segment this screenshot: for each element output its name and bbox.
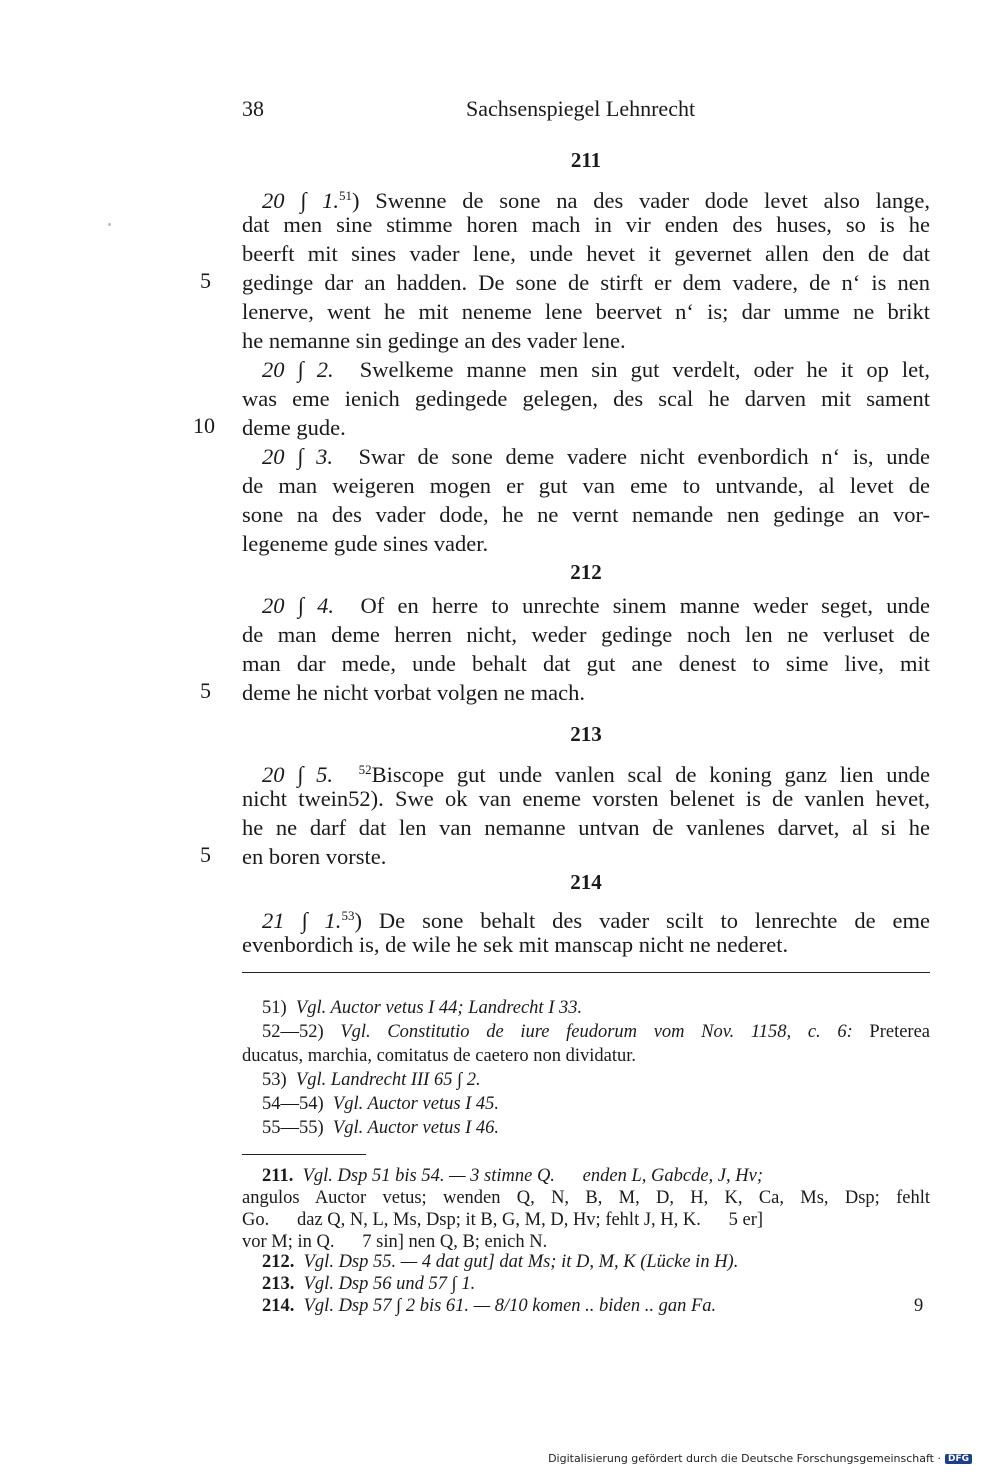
- text-line: was eme ienich gedingede gelegen, des scal he darven mit sament: [242, 386, 930, 411]
- footnote-divider: [242, 972, 930, 973]
- apparatus-211-line2: angulos Auctor vetus; wenden Q, N, B, M, D, H, K, Ca, Ms, Dsp; fehlt: [242, 1188, 930, 1208]
- digitization-credit: Digitalisierung gefördert durch die Deutsche Forschungsgemeinschaft · DFG: [548, 1452, 972, 1465]
- text-line: nicht twein52). Swe ok van eneme vorsten belenet is de vanlen hevet,: [242, 786, 930, 811]
- text-line: deme he nicht vorbat volgen ne mach.: [242, 680, 586, 705]
- footnote-51: 51) Vgl. Auctor vetus I 44; Landrecht I 33.: [262, 998, 583, 1018]
- footnote-marker: 51: [339, 188, 353, 203]
- apparatus-211: 211. Vgl. Dsp 51 bis 54. — 3 stimne Q. enden L, Gabcde, J, Hv;: [262, 1166, 763, 1186]
- text-line: deme gude.: [242, 415, 346, 440]
- text-line: 20 ∫ 3. Swar de sone deme vadere nicht evenbordich n‘ is, unde: [262, 444, 930, 469]
- apparatus-212: 212. Vgl. Dsp 55. — 4 dat gut] dat Ms; it D, M, K (Lücke in H).: [262, 1252, 739, 1272]
- text-line: beerft mit sines vader lene, unde hevet it gevernet allen den de dat: [242, 241, 930, 266]
- text-line: gedinge dar an hadden. De sone de stirft er dem vadere, de n‘ is nen: [242, 270, 930, 295]
- text-line: evenbordich is, de wile he sek mit manscap nicht ne nederet.: [242, 932, 789, 957]
- apparatus-divider: [242, 1154, 366, 1155]
- text-line: 21 ∫ 1.53) De sone behalt des vader scilt to lenrechte de eme: [262, 908, 930, 933]
- section-number-212: 212: [570, 560, 602, 584]
- running-title: Sachsenspiegel Lehnrecht: [466, 96, 696, 121]
- text-line: de man weigeren mogen er gut van eme to untvande, al levet de: [242, 473, 930, 498]
- text-line: de man deme herren nicht, weder gedinge noch len ne verluset de: [242, 622, 930, 647]
- footnote-55: 55—55) Vgl. Auctor vetus I 46.: [262, 1118, 500, 1138]
- article-ref: 20 ∫ 5.: [262, 762, 334, 787]
- footnote-52-continued: ducatus, marchia, comitatus de caetero non dividatur.: [242, 1046, 637, 1066]
- apparatus-211-line4: vor M; in Q. 7 sin] nen Q, B; enich N.: [242, 1232, 548, 1252]
- line-number: 5: [200, 268, 211, 293]
- article-ref: 21 ∫ 1.: [262, 908, 342, 933]
- text-line: 20 ∫ 4. Of en herre to unrechte sinem manne weder seget, unde: [262, 593, 931, 618]
- text-line: sone na des vader dode, he ne vernt nemande nen gedinge an vor-: [242, 502, 930, 527]
- apparatus-214: 214. Vgl. Dsp 57 ∫ 2 bis 61. — 8/10 komen .. biden .. gan Fa.: [262, 1296, 717, 1316]
- line-number: 10: [193, 413, 215, 438]
- article-ref: 20 ∫ 2.: [262, 357, 334, 382]
- section-number-213: 213: [570, 722, 602, 746]
- apparatus-214-line-ref: 9: [914, 1296, 924, 1316]
- text-line: lenerve, went he mit neneme lene beervet n‘ is; dar umme ne brikt: [242, 299, 930, 324]
- footnote-marker: 53: [341, 908, 355, 923]
- text-line: legeneme gude sines vader.: [242, 531, 489, 556]
- footnote-53: 53) Vgl. Landrecht III 65 ∫ 2.: [262, 1070, 481, 1090]
- text-line: 20 ∫ 1.51) Swenne de sone na des vader dode levet also lange,: [262, 188, 930, 213]
- section-number-211: 211: [570, 148, 602, 172]
- apparatus-211-line3: Go. daz Q, N, L, Ms, Dsp; it B, G, M, D, Hv; fehlt J, H, K. 5 er]: [242, 1210, 764, 1230]
- text-line: dat men sine stimme horen mach in vir enden des huses, so is he: [242, 212, 930, 237]
- scan-speck: [108, 223, 111, 226]
- text-line: 20 ∫ 5. $^{52}$Biscope gut unde vanlen scal de koning ganz lien unde: [262, 762, 930, 787]
- line-number: 5: [200, 842, 211, 867]
- section-number-214: 214: [570, 870, 602, 894]
- text-line: he ne darf dat len van nemanne untvan de vanlenes darvet, al si he: [242, 815, 930, 840]
- page-number: 38: [242, 96, 264, 121]
- article-ref: 20 ∫ 3.: [262, 444, 334, 469]
- text-line: he nemanne sin gedinge an des vader lene.: [242, 328, 626, 353]
- text-line: man dar mede, unde behalt dat gut ane denest to sime live, mit: [242, 651, 930, 676]
- apparatus-213: 213. Vgl. Dsp 56 und 57 ∫ 1.: [262, 1274, 476, 1294]
- article-ref: 20 ∫ 1.: [262, 188, 340, 213]
- footnote-52: 52—52) Vgl. Constitutio de iure feudorum vom Nov. 1158, c. 6: Preterea: [262, 1022, 931, 1042]
- article-ref: 20 ∫ 4.: [262, 593, 335, 618]
- dfg-logo: DFG: [945, 1454, 972, 1464]
- footnote-54: 54—54) Vgl. Auctor vetus I 45.: [262, 1094, 500, 1114]
- footnote-marker: 52: [358, 762, 372, 777]
- text-line: 20 ∫ 2. Swelkeme manne men sin gut verdelt, oder he it op let,: [262, 357, 931, 382]
- text-line: en boren vorste.: [242, 844, 387, 869]
- line-number: 5: [200, 678, 211, 703]
